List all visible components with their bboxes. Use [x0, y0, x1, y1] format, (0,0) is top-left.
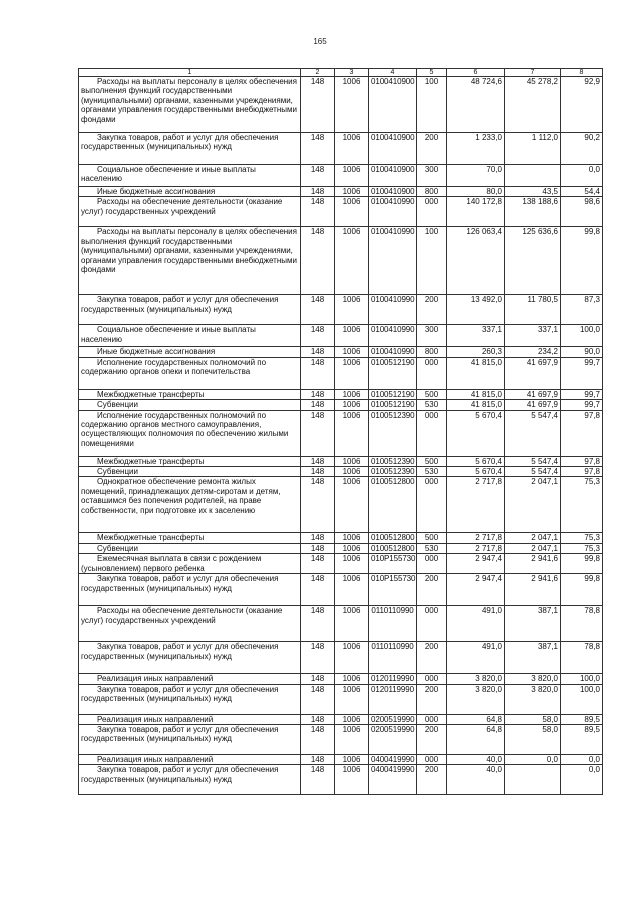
expense-type-code: 200	[417, 684, 447, 714]
target-article-code: 0400419990	[369, 755, 417, 765]
expense-type-code: 300	[417, 165, 447, 187]
expense-name: Однократное обеспечение ремонта жилых помещений, принадлежащих детям-сиротам и детям, оставшимся без попечения родителей, на праве собственности, при подготовке их к заселению	[79, 477, 301, 533]
target-article-code: 0100512800	[369, 477, 417, 533]
header-cell: 5	[417, 69, 447, 77]
target-article-code: 0100410990	[369, 227, 417, 295]
planned-amount: 491,0	[447, 606, 505, 642]
header-cell: 2	[301, 69, 335, 77]
expense-type-code: 000	[417, 410, 447, 456]
department-code: 148	[301, 227, 335, 295]
header-cell: 4	[369, 69, 417, 77]
planned-amount: 260,3	[447, 347, 505, 357]
section-code: 1006	[335, 389, 369, 399]
expense-name: Ежемесячная выплата в связи с рождением (усыновлением) первого ребенка	[79, 554, 301, 574]
department-code: 148	[301, 765, 335, 795]
execution-percent: 0,0	[561, 765, 603, 795]
execution-percent: 97,8	[561, 467, 603, 477]
target-article-code: 0200519990	[369, 714, 417, 724]
expense-name: Реализация иных направлений	[79, 755, 301, 765]
section-code: 1006	[335, 165, 369, 187]
executed-amount: 41 697,9	[505, 357, 561, 389]
expense-type-code: 100	[417, 77, 447, 133]
target-article-code: 0100410990	[369, 347, 417, 357]
table-row	[79, 533, 603, 543]
target-article-code: 010P155730	[369, 554, 417, 574]
target-article-code: 0400419990	[369, 765, 417, 795]
execution-percent: 100,0	[561, 684, 603, 714]
expense-name: Расходы на выплаты персоналу в целях обеспечения выполнения функций государственными (муниципальными) органами, казенными учреждениями, органами управления государственными внебюджетными фондами	[79, 77, 301, 133]
table-row	[79, 684, 603, 714]
execution-percent: 99,8	[561, 227, 603, 295]
execution-percent: 54,4	[561, 187, 603, 197]
planned-amount: 40,0	[447, 765, 505, 795]
table-row	[79, 456, 603, 466]
section-code: 1006	[335, 347, 369, 357]
department-code: 148	[301, 197, 335, 227]
planned-amount: 337,1	[447, 325, 505, 347]
table-row	[79, 165, 603, 187]
expense-name: Закупка товаров, работ и услуг для обеспечения государственных (муниципальных) нужд	[79, 684, 301, 714]
table-row	[79, 357, 603, 389]
section-code: 1006	[335, 456, 369, 466]
executed-amount: 1 112,0	[505, 133, 561, 165]
table-row	[79, 400, 603, 410]
section-code: 1006	[335, 410, 369, 456]
expense-name: Реализация иных направлений	[79, 714, 301, 724]
table-row	[79, 467, 603, 477]
expense-name: Иные бюджетные ассигнования	[79, 187, 301, 197]
expense-name: Социальное обеспечение и иные выплаты населению	[79, 165, 301, 187]
executed-amount: 0,0	[505, 755, 561, 765]
department-code: 148	[301, 467, 335, 477]
header-cell: 8	[561, 69, 603, 77]
expense-name: Иные бюджетные ассигнования	[79, 347, 301, 357]
planned-amount: 40,0	[447, 755, 505, 765]
department-code: 148	[301, 554, 335, 574]
expense-type-code: 000	[417, 714, 447, 724]
expense-type-code: 200	[417, 133, 447, 165]
expense-type-code: 000	[417, 755, 447, 765]
department-code: 148	[301, 347, 335, 357]
executed-amount: 3 820,0	[505, 684, 561, 714]
table-row	[79, 197, 603, 227]
planned-amount: 2 717,8	[447, 543, 505, 553]
expense-type-code: 200	[417, 642, 447, 674]
header-cell: 3	[335, 69, 369, 77]
planned-amount: 2 947,4	[447, 554, 505, 574]
expense-name: Межбюджетные трансферты	[79, 533, 301, 543]
expense-name: Субвенции	[79, 400, 301, 410]
header-cell: 6	[447, 69, 505, 77]
planned-amount: 3 820,0	[447, 684, 505, 714]
table-row	[79, 755, 603, 765]
department-code: 148	[301, 389, 335, 399]
table-row	[79, 133, 603, 165]
expense-name: Исполнение государственных полномочий по содержанию органов местного самоуправления, осуществляющих полномочия по обеспечению жилыми помещениями	[79, 410, 301, 456]
execution-percent: 75,3	[561, 543, 603, 553]
section-code: 1006	[335, 543, 369, 553]
expense-type-code: 000	[417, 554, 447, 574]
executed-amount	[505, 165, 561, 187]
section-code: 1006	[335, 77, 369, 133]
table-header-row	[79, 69, 603, 77]
planned-amount: 140 172,8	[447, 197, 505, 227]
planned-amount: 64,8	[447, 725, 505, 755]
table-row	[79, 765, 603, 795]
expense-type-code: 000	[417, 674, 447, 684]
department-code: 148	[301, 456, 335, 466]
execution-percent: 78,8	[561, 606, 603, 642]
expense-name: Закупка товаров, работ и услуг для обеспечения государственных (муниципальных) нужд	[79, 725, 301, 755]
expense-type-code: 800	[417, 347, 447, 357]
expense-type-code: 530	[417, 400, 447, 410]
section-code: 1006	[335, 765, 369, 795]
section-code: 1006	[335, 467, 369, 477]
planned-amount: 70,0	[447, 165, 505, 187]
expense-type-code: 000	[417, 477, 447, 533]
planned-amount: 5 670,4	[447, 456, 505, 466]
section-code: 1006	[335, 295, 369, 325]
target-article-code: 0110110990	[369, 642, 417, 674]
expense-type-code: 100	[417, 227, 447, 295]
department-code: 148	[301, 133, 335, 165]
header-cell: 1	[79, 69, 301, 77]
target-article-code: 0120119990	[369, 674, 417, 684]
target-article-code: 0100410900	[369, 165, 417, 187]
planned-amount: 3 820,0	[447, 674, 505, 684]
section-code: 1006	[335, 684, 369, 714]
department-code: 148	[301, 400, 335, 410]
executed-amount: 2 047,1	[505, 533, 561, 543]
planned-amount: 48 724,6	[447, 77, 505, 133]
department-code: 148	[301, 477, 335, 533]
target-article-code: 0100512390	[369, 410, 417, 456]
expense-type-code: 500	[417, 533, 447, 543]
expense-name: Межбюджетные трансферты	[79, 456, 301, 466]
table-row	[79, 325, 603, 347]
target-article-code: 0100410900	[369, 133, 417, 165]
execution-percent: 99,7	[561, 357, 603, 389]
target-article-code: 0200519990	[369, 725, 417, 755]
expense-name: Закупка товаров, работ и услуг для обеспечения государственных (муниципальных) нужд	[79, 765, 301, 795]
target-article-code: 0100410900	[369, 187, 417, 197]
expense-name: Субвенции	[79, 543, 301, 553]
execution-percent: 100,0	[561, 674, 603, 684]
department-code: 148	[301, 410, 335, 456]
executed-amount: 5 547,4	[505, 410, 561, 456]
section-code: 1006	[335, 606, 369, 642]
department-code: 148	[301, 684, 335, 714]
target-article-code: 0100512190	[369, 357, 417, 389]
expense-name: Закупка товаров, работ и услуг для обеспечения государственных (муниципальных) нужд	[79, 295, 301, 325]
execution-percent: 78,8	[561, 642, 603, 674]
executed-amount: 138 188,6	[505, 197, 561, 227]
section-code: 1006	[335, 187, 369, 197]
execution-percent: 89,5	[561, 725, 603, 755]
expense-type-code: 200	[417, 725, 447, 755]
expense-type-code: 200	[417, 574, 447, 606]
department-code: 148	[301, 357, 335, 389]
execution-percent: 99,8	[561, 574, 603, 606]
section-code: 1006	[335, 533, 369, 543]
target-article-code: 0100512190	[369, 400, 417, 410]
expense-type-code: 530	[417, 543, 447, 553]
target-article-code: 0100512390	[369, 456, 417, 466]
target-article-code: 010P155730	[369, 574, 417, 606]
executed-amount: 2 941,6	[505, 574, 561, 606]
target-article-code: 0100410990	[369, 325, 417, 347]
table-row	[79, 606, 603, 642]
section-code: 1006	[335, 714, 369, 724]
execution-percent: 90,0	[561, 347, 603, 357]
section-code: 1006	[335, 227, 369, 295]
executed-amount: 234,2	[505, 347, 561, 357]
expense-type-code: 300	[417, 325, 447, 347]
executed-amount: 2 047,1	[505, 477, 561, 533]
planned-amount: 2 717,8	[447, 533, 505, 543]
section-code: 1006	[335, 197, 369, 227]
table-row	[79, 187, 603, 197]
section-code: 1006	[335, 642, 369, 674]
section-code: 1006	[335, 133, 369, 165]
execution-percent: 99,7	[561, 389, 603, 399]
table-row	[79, 77, 603, 133]
department-code: 148	[301, 755, 335, 765]
target-article-code: 0120119990	[369, 684, 417, 714]
executed-amount: 387,1	[505, 642, 561, 674]
table-row	[79, 543, 603, 553]
expense-name: Закупка товаров, работ и услуг для обеспечения государственных (муниципальных) нужд	[79, 133, 301, 165]
target-article-code: 0100512190	[369, 389, 417, 399]
execution-percent: 89,5	[561, 714, 603, 724]
planned-amount: 5 670,4	[447, 467, 505, 477]
planned-amount: 2 717,8	[447, 477, 505, 533]
executed-amount: 41 697,9	[505, 400, 561, 410]
expense-name: Расходы на обеспечение деятельности (оказание услуг) государственных учреждений	[79, 197, 301, 227]
section-code: 1006	[335, 674, 369, 684]
budget-table	[78, 68, 603, 795]
executed-amount: 5 547,4	[505, 456, 561, 466]
expense-type-code: 530	[417, 467, 447, 477]
expense-type-code: 000	[417, 606, 447, 642]
department-code: 148	[301, 574, 335, 606]
executed-amount: 387,1	[505, 606, 561, 642]
target-article-code: 0100410990	[369, 197, 417, 227]
table-row	[79, 295, 603, 325]
target-article-code: 0100512800	[369, 533, 417, 543]
planned-amount: 2 947,4	[447, 574, 505, 606]
expense-name: Исполнение государственных полномочий по содержанию органов опеки и попечительства	[79, 357, 301, 389]
execution-percent: 87,3	[561, 295, 603, 325]
section-code: 1006	[335, 325, 369, 347]
executed-amount: 5 547,4	[505, 467, 561, 477]
expense-name: Межбюджетные трансферты	[79, 389, 301, 399]
planned-amount: 13 492,0	[447, 295, 505, 325]
executed-amount: 58,0	[505, 714, 561, 724]
planned-amount: 491,0	[447, 642, 505, 674]
planned-amount: 64,8	[447, 714, 505, 724]
target-article-code: 0100410900	[369, 77, 417, 133]
department-code: 148	[301, 674, 335, 684]
executed-amount: 41 697,9	[505, 389, 561, 399]
expense-name: Расходы на выплаты персоналу в целях обеспечения выполнения функций государственными (муниципальными) органами, казенными учреждениями, органами управления государственными внебюджетными фондами	[79, 227, 301, 295]
execution-percent: 0,0	[561, 165, 603, 187]
planned-amount: 80,0	[447, 187, 505, 197]
section-code: 1006	[335, 357, 369, 389]
executed-amount: 43,5	[505, 187, 561, 197]
table-row	[79, 554, 603, 574]
section-code: 1006	[335, 554, 369, 574]
table-row	[79, 642, 603, 674]
department-code: 148	[301, 533, 335, 543]
execution-percent: 100,0	[561, 325, 603, 347]
planned-amount: 1 233,0	[447, 133, 505, 165]
execution-percent: 75,3	[561, 477, 603, 533]
executed-amount: 45 278,2	[505, 77, 561, 133]
execution-percent: 97,8	[561, 456, 603, 466]
planned-amount: 41 815,0	[447, 389, 505, 399]
section-code: 1006	[335, 477, 369, 533]
section-code: 1006	[335, 755, 369, 765]
expense-type-code: 200	[417, 765, 447, 795]
planned-amount: 5 670,4	[447, 410, 505, 456]
table-row	[79, 347, 603, 357]
target-article-code: 0100512800	[369, 543, 417, 553]
execution-percent: 92,9	[561, 77, 603, 133]
department-code: 148	[301, 165, 335, 187]
expense-type-code: 000	[417, 357, 447, 389]
department-code: 148	[301, 606, 335, 642]
planned-amount: 126 063,4	[447, 227, 505, 295]
expense-name: Закупка товаров, работ и услуг для обеспечения государственных (муниципальных) нужд	[79, 574, 301, 606]
department-code: 148	[301, 543, 335, 553]
expense-type-code: 500	[417, 456, 447, 466]
department-code: 148	[301, 77, 335, 133]
expense-type-code: 500	[417, 389, 447, 399]
executed-amount: 125 636,6	[505, 227, 561, 295]
execution-percent: 99,8	[561, 554, 603, 574]
executed-amount	[505, 765, 561, 795]
planned-amount: 41 815,0	[447, 400, 505, 410]
table-row	[79, 674, 603, 684]
expense-type-code: 200	[417, 295, 447, 325]
execution-percent: 99,7	[561, 400, 603, 410]
expense-name: Реализация иных направлений	[79, 674, 301, 684]
section-code: 1006	[335, 574, 369, 606]
header-cell: 7	[505, 69, 561, 77]
section-code: 1006	[335, 400, 369, 410]
expense-name: Субвенции	[79, 467, 301, 477]
target-article-code: 0100512390	[369, 467, 417, 477]
section-code: 1006	[335, 725, 369, 755]
executed-amount: 337,1	[505, 325, 561, 347]
target-article-code: 0110110990	[369, 606, 417, 642]
execution-percent: 97,8	[561, 410, 603, 456]
department-code: 148	[301, 642, 335, 674]
executed-amount: 3 820,0	[505, 674, 561, 684]
table-row	[79, 410, 603, 456]
planned-amount: 41 815,0	[447, 357, 505, 389]
target-article-code: 0100410990	[369, 295, 417, 325]
execution-percent: 98,6	[561, 197, 603, 227]
expense-name: Закупка товаров, работ и услуг для обеспечения государственных (муниципальных) нужд	[79, 642, 301, 674]
executed-amount: 2 047,1	[505, 543, 561, 553]
department-code: 148	[301, 187, 335, 197]
table-row	[79, 574, 603, 606]
table-row	[79, 477, 603, 533]
executed-amount: 58,0	[505, 725, 561, 755]
table-row	[79, 227, 603, 295]
expense-type-code: 000	[417, 197, 447, 227]
execution-percent: 0,0	[561, 755, 603, 765]
expense-name: Расходы на обеспечение деятельности (оказание услуг) государственных учреждений	[79, 606, 301, 642]
execution-percent: 75,3	[561, 533, 603, 543]
department-code: 148	[301, 725, 335, 755]
table-row	[79, 389, 603, 399]
department-code: 148	[301, 325, 335, 347]
page-number: 165	[313, 37, 327, 46]
department-code: 148	[301, 714, 335, 724]
table-row	[79, 714, 603, 724]
execution-percent: 90,2	[561, 133, 603, 165]
expense-type-code: 800	[417, 187, 447, 197]
table-row	[79, 725, 603, 755]
expense-name: Социальное обеспечение и иные выплаты населению	[79, 325, 301, 347]
department-code: 148	[301, 295, 335, 325]
executed-amount: 2 941,6	[505, 554, 561, 574]
executed-amount: 11 780,5	[505, 295, 561, 325]
